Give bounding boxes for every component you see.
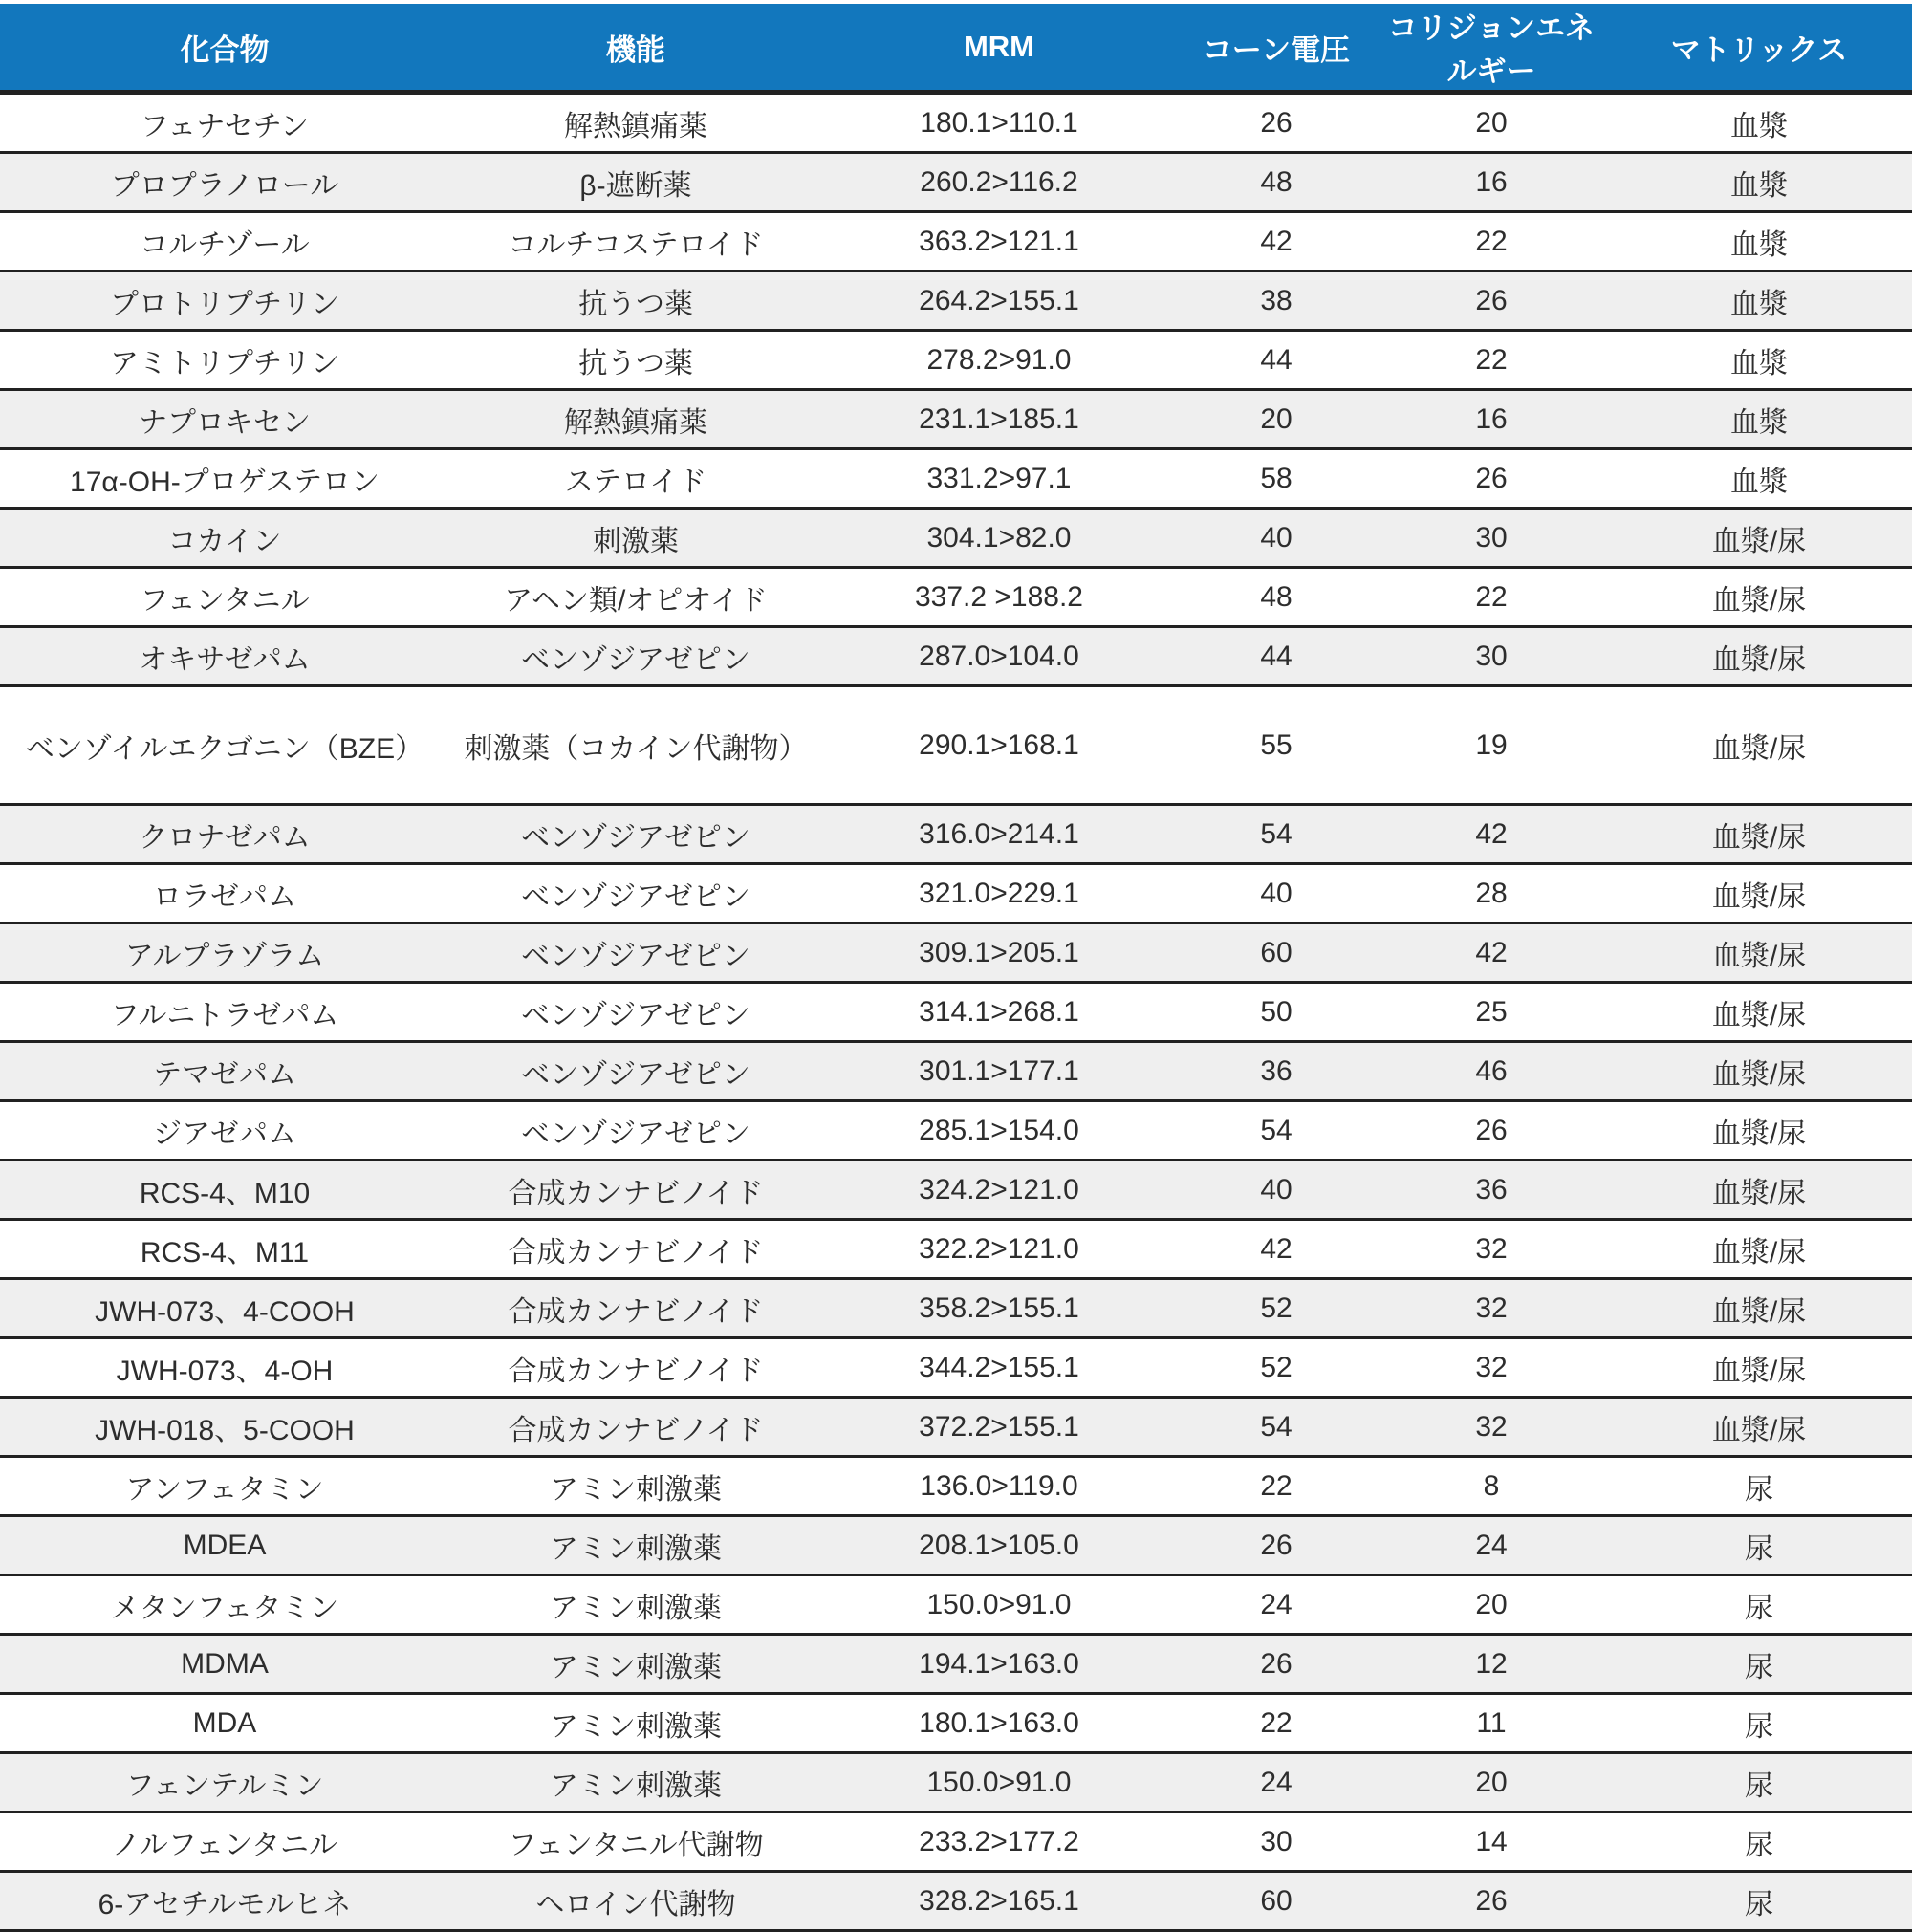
table-row: [0, 509, 1912, 568]
cell-collision-energy: 20: [1377, 1575, 1606, 1635]
cell-function: 抗うつ薬: [449, 331, 822, 390]
cell-cone-voltage: 36: [1176, 1042, 1377, 1101]
cell-mrm: 180.1>163.0: [822, 1694, 1176, 1753]
cell-collision-energy: 30: [1377, 627, 1606, 686]
cell-collision-energy: 16: [1377, 390, 1606, 449]
cell-collision-energy: 26: [1377, 449, 1606, 509]
cell-collision-energy: 22: [1377, 212, 1606, 271]
table-row: [0, 93, 1912, 153]
cell-matrix: 尿: [1606, 1457, 1912, 1516]
cell-compound: テマゼパム: [0, 1042, 449, 1101]
cell-compound: MDMA: [0, 1635, 449, 1694]
table-row: [0, 271, 1912, 331]
cell-compound: ジアゼパム: [0, 1101, 449, 1161]
cell-matrix: 血漿/尿: [1606, 627, 1912, 686]
table-row: [0, 1101, 1912, 1161]
table-row: [0, 212, 1912, 271]
cell-collision-energy: 46: [1377, 1042, 1606, 1101]
cell-mrm: 322.2>121.0: [822, 1220, 1176, 1279]
cell-compound: RCS-4、M10: [0, 1161, 449, 1220]
cell-function: 刺激薬: [449, 509, 822, 568]
cell-compound: JWH-018、5-COOH: [0, 1398, 449, 1457]
cell-compound: RCS-4、M11: [0, 1220, 449, 1279]
cell-collision-energy: 42: [1377, 805, 1606, 864]
cell-cone-voltage: 42: [1176, 212, 1377, 271]
header-row: [0, 4, 1912, 93]
cell-matrix: 血漿/尿: [1606, 1279, 1912, 1338]
cell-collision-energy: 20: [1377, 1753, 1606, 1813]
cell-mrm: 324.2>121.0: [822, 1161, 1176, 1220]
cell-compound: プロトリプチリン: [0, 271, 449, 331]
cell-collision-energy: 8: [1377, 1457, 1606, 1516]
cell-function: ベンゾジアゼピン: [449, 627, 822, 686]
cell-compound: プロプラノロール: [0, 153, 449, 212]
cell-mrm: 208.1>105.0: [822, 1516, 1176, 1575]
table-row: [0, 1694, 1912, 1753]
cell-compound: コルチゾール: [0, 212, 449, 271]
cell-matrix: 血漿/尿: [1606, 805, 1912, 864]
cell-function: フェンタニル代謝物: [449, 1813, 822, 1872]
cell-collision-energy: 26: [1377, 1872, 1606, 1931]
mrm-parameters-table: [0, 4, 1912, 1932]
cell-cone-voltage: 24: [1176, 1753, 1377, 1813]
cell-collision-energy: 22: [1377, 568, 1606, 627]
table-body: [0, 93, 1912, 1931]
cell-collision-energy: 32: [1377, 1398, 1606, 1457]
cell-mrm: 363.2>121.1: [822, 212, 1176, 271]
table-row: [0, 1279, 1912, 1338]
cell-function: ステロイド: [449, 449, 822, 509]
cell-mrm: 321.0>229.1: [822, 864, 1176, 923]
cell-collision-energy: 36: [1377, 1161, 1606, 1220]
cell-function: 合成カンナビノイド: [449, 1161, 822, 1220]
cell-mrm: 309.1>205.1: [822, 923, 1176, 983]
cell-mrm: 290.1>168.1: [822, 686, 1176, 805]
cell-mrm: 314.1>268.1: [822, 983, 1176, 1042]
cell-compound: MDEA: [0, 1516, 449, 1575]
cell-function: ヘロイン代謝物: [449, 1872, 822, 1931]
cell-cone-voltage: 38: [1176, 271, 1377, 331]
cell-matrix: 血漿/尿: [1606, 983, 1912, 1042]
cell-compound: ベンゾイルエクゴニン（BZE）: [0, 686, 449, 805]
cell-compound: JWH-073、4-COOH: [0, 1279, 449, 1338]
table-row: [0, 449, 1912, 509]
cell-cone-voltage: 44: [1176, 627, 1377, 686]
cell-matrix: 血漿/尿: [1606, 568, 1912, 627]
cell-compound: フェンタニル: [0, 568, 449, 627]
cell-mrm: 344.2>155.1: [822, 1338, 1176, 1398]
cell-matrix: 血漿: [1606, 449, 1912, 509]
cell-function: ベンゾジアゼピン: [449, 923, 822, 983]
cell-cone-voltage: 26: [1176, 1516, 1377, 1575]
table-row: [0, 983, 1912, 1042]
cell-cone-voltage: 58: [1176, 449, 1377, 509]
table-row: [0, 1398, 1912, 1457]
cell-mrm: 231.1>185.1: [822, 390, 1176, 449]
cell-matrix: 血漿/尿: [1606, 1161, 1912, 1220]
cell-cone-voltage: 42: [1176, 1220, 1377, 1279]
cell-compound: ロラゼパム: [0, 864, 449, 923]
table-row: [0, 1161, 1912, 1220]
cell-mrm: 150.0>91.0: [822, 1753, 1176, 1813]
cell-matrix: 尿: [1606, 1813, 1912, 1872]
cell-function: アミン刺激薬: [449, 1457, 822, 1516]
cell-cone-voltage: 30: [1176, 1813, 1377, 1872]
header-mrm: MRM: [822, 4, 1176, 93]
cell-mrm: 304.1>82.0: [822, 509, 1176, 568]
cell-matrix: 血漿/尿: [1606, 923, 1912, 983]
cell-compound: メタンフェタミン: [0, 1575, 449, 1635]
cell-function: 抗うつ薬: [449, 271, 822, 331]
header-function: 機能: [449, 4, 822, 93]
cell-mrm: 136.0>119.0: [822, 1457, 1176, 1516]
cell-mrm: 278.2>91.0: [822, 331, 1176, 390]
cell-collision-energy: 16: [1377, 153, 1606, 212]
table-row: [0, 627, 1912, 686]
cell-function: アミン刺激薬: [449, 1635, 822, 1694]
table-row: [0, 331, 1912, 390]
cell-collision-energy: 25: [1377, 983, 1606, 1042]
cell-matrix: 尿: [1606, 1753, 1912, 1813]
table-row: [0, 864, 1912, 923]
cell-function: 解熱鎮痛薬: [449, 93, 822, 153]
cell-function: 合成カンナビノイド: [449, 1279, 822, 1338]
cell-compound: ナプロキセン: [0, 390, 449, 449]
cell-cone-voltage: 24: [1176, 1575, 1377, 1635]
cell-collision-energy: 32: [1377, 1279, 1606, 1338]
cell-compound: オキサゼパム: [0, 627, 449, 686]
cell-mrm: 337.2 >188.2: [822, 568, 1176, 627]
cell-mrm: 287.0>104.0: [822, 627, 1176, 686]
cell-compound: アミトリプチリン: [0, 331, 449, 390]
cell-function: アミン刺激薬: [449, 1575, 822, 1635]
cell-cone-voltage: 55: [1176, 686, 1377, 805]
cell-function: アミン刺激薬: [449, 1694, 822, 1753]
cell-cone-voltage: 40: [1176, 864, 1377, 923]
table-row: [0, 923, 1912, 983]
cell-cone-voltage: 26: [1176, 1635, 1377, 1694]
cell-collision-energy: 30: [1377, 509, 1606, 568]
cell-function: 刺激薬（コカイン代謝物）: [449, 686, 822, 805]
cell-function: β-遮断薬: [449, 153, 822, 212]
table-row: [0, 805, 1912, 864]
cell-matrix: 血漿: [1606, 212, 1912, 271]
cell-collision-energy: 42: [1377, 923, 1606, 983]
cell-matrix: 血漿/尿: [1606, 1338, 1912, 1398]
cell-compound: フェナセチン: [0, 93, 449, 153]
cell-cone-voltage: 50: [1176, 983, 1377, 1042]
cell-mrm: 233.2>177.2: [822, 1813, 1176, 1872]
header-compound: 化合物: [0, 4, 449, 93]
cell-cone-voltage: 52: [1176, 1279, 1377, 1338]
cell-matrix: 尿: [1606, 1575, 1912, 1635]
table-row: [0, 1872, 1912, 1931]
cell-matrix: 血漿: [1606, 331, 1912, 390]
cell-compound: アルプラゾラム: [0, 923, 449, 983]
cell-cone-voltage: 22: [1176, 1694, 1377, 1753]
table-row: [0, 686, 1912, 805]
cell-compound: クロナゼパム: [0, 805, 449, 864]
cell-mrm: 316.0>214.1: [822, 805, 1176, 864]
cell-matrix: 尿: [1606, 1516, 1912, 1575]
header-cone-voltage: コーン電圧: [1176, 4, 1377, 93]
cell-matrix: 血漿: [1606, 390, 1912, 449]
cell-compound: JWH-073、4-OH: [0, 1338, 449, 1398]
cell-cone-voltage: 22: [1176, 1457, 1377, 1516]
cell-cone-voltage: 48: [1176, 568, 1377, 627]
cell-cone-voltage: 54: [1176, 805, 1377, 864]
cell-collision-energy: 22: [1377, 331, 1606, 390]
table-row: [0, 153, 1912, 212]
cell-collision-energy: 14: [1377, 1813, 1606, 1872]
cell-collision-energy: 26: [1377, 1101, 1606, 1161]
cell-cone-voltage: 54: [1176, 1398, 1377, 1457]
cell-matrix: 血漿/尿: [1606, 1042, 1912, 1101]
cell-cone-voltage: 40: [1176, 509, 1377, 568]
cell-cone-voltage: 54: [1176, 1101, 1377, 1161]
cell-matrix: 尿: [1606, 1694, 1912, 1753]
cell-function: アミン刺激薬: [449, 1516, 822, 1575]
cell-matrix: 尿: [1606, 1635, 1912, 1694]
cell-matrix: 血漿: [1606, 271, 1912, 331]
cell-function: アミン刺激薬: [449, 1753, 822, 1813]
cell-cone-voltage: 52: [1176, 1338, 1377, 1398]
cell-function: 合成カンナビノイド: [449, 1338, 822, 1398]
cell-cone-voltage: 40: [1176, 1161, 1377, 1220]
cell-collision-energy: 19: [1377, 686, 1606, 805]
cell-matrix: 血漿/尿: [1606, 864, 1912, 923]
cell-matrix: 血漿/尿: [1606, 1398, 1912, 1457]
cell-cone-voltage: 48: [1176, 153, 1377, 212]
cell-collision-energy: 32: [1377, 1338, 1606, 1398]
table-row: [0, 1042, 1912, 1101]
cell-collision-energy: 12: [1377, 1635, 1606, 1694]
cell-matrix: 血漿/尿: [1606, 509, 1912, 568]
cell-collision-energy: 28: [1377, 864, 1606, 923]
table-row: [0, 1813, 1912, 1872]
cell-matrix: 血漿: [1606, 93, 1912, 153]
cell-compound: 6-アセチルモルヒネ: [0, 1872, 449, 1931]
cell-function: ベンゾジアゼピン: [449, 805, 822, 864]
cell-compound: 17α-OH-プロゲステロン: [0, 449, 449, 509]
cell-cone-voltage: 60: [1176, 1872, 1377, 1931]
cell-function: ベンゾジアゼピン: [449, 1101, 822, 1161]
cell-mrm: 285.1>154.0: [822, 1101, 1176, 1161]
cell-mrm: 180.1>110.1: [822, 93, 1176, 153]
cell-function: コルチコステロイド: [449, 212, 822, 271]
cell-mrm: 372.2>155.1: [822, 1398, 1176, 1457]
cell-collision-energy: 20: [1377, 93, 1606, 153]
cell-mrm: 328.2>165.1: [822, 1872, 1176, 1931]
table-row: [0, 568, 1912, 627]
table-row: [0, 1575, 1912, 1635]
cell-collision-energy: 26: [1377, 271, 1606, 331]
cell-collision-energy: 11: [1377, 1694, 1606, 1753]
cell-cone-voltage: 60: [1176, 923, 1377, 983]
cell-cone-voltage: 26: [1176, 93, 1377, 153]
cell-collision-energy: 24: [1377, 1516, 1606, 1575]
cell-collision-energy: 32: [1377, 1220, 1606, 1279]
cell-function: 合成カンナビノイド: [449, 1398, 822, 1457]
cell-function: 解熱鎮痛薬: [449, 390, 822, 449]
cell-mrm: 260.2>116.2: [822, 153, 1176, 212]
cell-mrm: 358.2>155.1: [822, 1279, 1176, 1338]
table-row: [0, 1635, 1912, 1694]
header-matrix: マトリックス: [1606, 4, 1912, 93]
table-row: [0, 1338, 1912, 1398]
cell-compound: アンフェタミン: [0, 1457, 449, 1516]
cell-compound: フルニトラゼパム: [0, 983, 449, 1042]
cell-matrix: 尿: [1606, 1872, 1912, 1931]
cell-mrm: 301.1>177.1: [822, 1042, 1176, 1101]
table-row: [0, 1516, 1912, 1575]
cell-compound: フェンテルミン: [0, 1753, 449, 1813]
cell-compound: MDA: [0, 1694, 449, 1753]
cell-mrm: 150.0>91.0: [822, 1575, 1176, 1635]
cell-matrix: 血漿/尿: [1606, 686, 1912, 805]
cell-matrix: 血漿/尿: [1606, 1101, 1912, 1161]
cell-cone-voltage: 20: [1176, 390, 1377, 449]
cell-function: ベンゾジアゼピン: [449, 983, 822, 1042]
header-collision-energy: コリジョンエネルギー: [1377, 4, 1606, 93]
cell-compound: コカイン: [0, 509, 449, 568]
cell-function: アヘン類/オピオイド: [449, 568, 822, 627]
cell-function: ベンゾジアゼピン: [449, 864, 822, 923]
table-row: [0, 1220, 1912, 1279]
cell-function: 合成カンナビノイド: [449, 1220, 822, 1279]
cell-mrm: 194.1>163.0: [822, 1635, 1176, 1694]
cell-matrix: 血漿: [1606, 153, 1912, 212]
table-row: [0, 1753, 1912, 1813]
cell-mrm: 331.2>97.1: [822, 449, 1176, 509]
cell-mrm: 264.2>155.1: [822, 271, 1176, 331]
cell-compound: ノルフェンタニル: [0, 1813, 449, 1872]
table-row: [0, 1457, 1912, 1516]
cell-cone-voltage: 44: [1176, 331, 1377, 390]
table-row: [0, 390, 1912, 449]
cell-function: ベンゾジアゼピン: [449, 1042, 822, 1101]
cell-matrix: 血漿/尿: [1606, 1220, 1912, 1279]
